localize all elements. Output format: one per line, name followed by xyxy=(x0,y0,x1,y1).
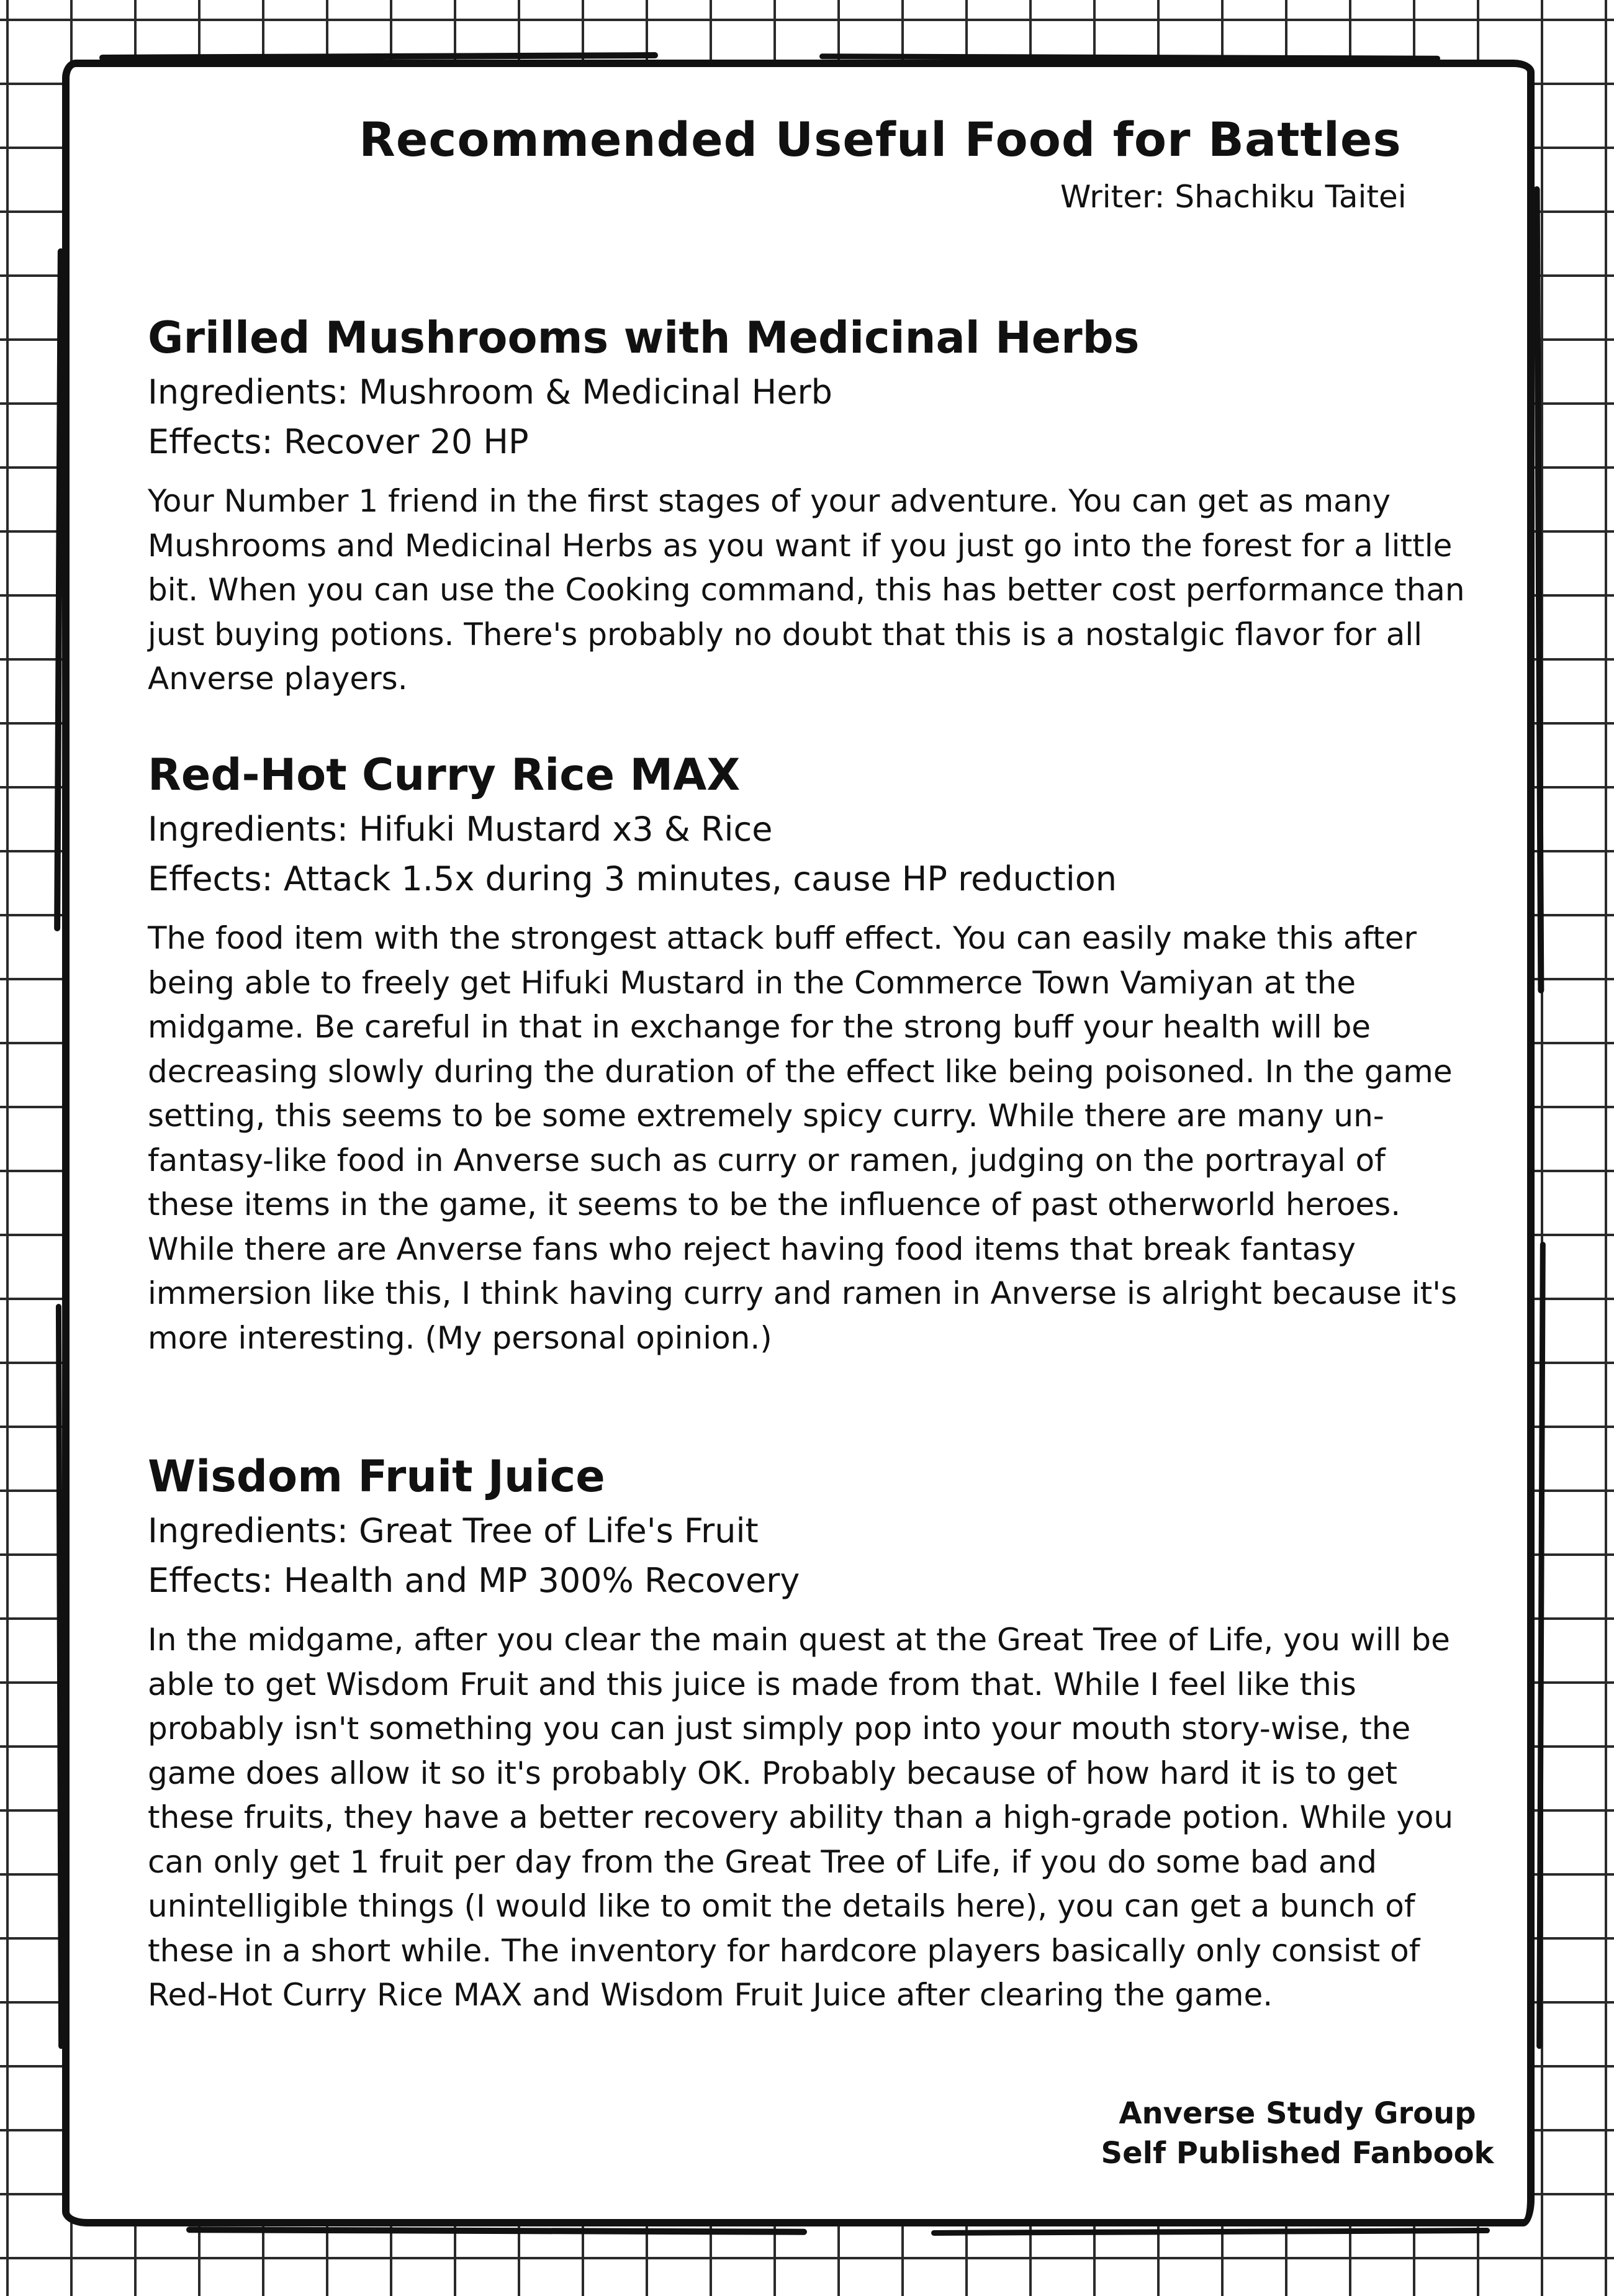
food-ingredients: Ingredients: Great Tree of Life's Fruit xyxy=(148,1511,759,1550)
food-effects: Effects: Attack 1.5x during 3 minutes, cause HP reduction xyxy=(148,859,1117,898)
food-effects: Effects: Recover 20 HP xyxy=(148,422,529,461)
food-name: Wisdom Fruit Juice xyxy=(148,1451,605,1502)
frame-stroke xyxy=(931,2228,1490,2236)
frame-stroke xyxy=(1536,1242,1546,2049)
footer-line-fanbook: Self Published Fanbook xyxy=(1101,2136,1494,2171)
food-description: Your Number 1 friend in the first stages of your adventure. You can get as many Mushrooms and Medicinal Herbs as you want if you just go into the forest for a little bit. When you can use the Cooking command, this has better cost performance than just buying potions. There's probably no doubt that this is a nostalgic flavor for all Anverse players. xyxy=(148,483,1465,697)
food-description: The food item with the strongest attack buff effect. You can easily make this after being able to freely get Hifuki Mustard in the Commerce Town Vamiyan at the midgame. Be careful in that in exchange for the strong buff your health will be decreasing slowly during the duration of the effect like being poisoned. In the game setting, this seems to be some extremely spicy curry. While there are many un-fantasy-like food in Anverse such as curry or ramen, judging on the portrayal of these items in the game, it seems to be the influence of past otherworld heroes. While there are Anverse fans who reject having food items that break fantasy immersion like this, I think having curry and ramen in Anverse is alright because it's more interesting. (My personal opinion.) xyxy=(148,920,1458,1356)
food-section-curry-rice xyxy=(148,745,1476,1360)
food-description: In the midgame, after you clear the main quest at the Great Tree of Life, you will be able to get Wisdom Fruit and this juice is made from that. While I feel like this probably isn't something you can just simply pop into your mouth story-wise, the game does allow it so it's probably OK. Probably because of how hard it is to get these fruits, they have a better recovery ability than a high-grade potion. While you can only get 1 fruit per day from the Great Tree of Life, if you do some bad and unintelligible things (I would like to omit the details here), you can get a bunch of these in a short while. The inventory for hardcore players basically only consist of Red-Hot Curry Rice MAX and Wisdom Fruit Juice after clearing the game. xyxy=(148,1622,1454,2013)
food-name: Red-Hot Curry Rice MAX xyxy=(148,749,741,800)
food-ingredients: Ingredients: Mushroom & Medicinal Herb xyxy=(148,373,832,412)
frame-stroke xyxy=(186,2226,807,2235)
document-title: Recommended Useful Food for Battles xyxy=(359,112,1402,167)
food-section-wisdom-fruit-juice xyxy=(148,1447,1476,2018)
publisher-footer xyxy=(1093,2094,1502,2173)
document-writer: Writer: Shachiku Taitei xyxy=(1060,179,1407,215)
food-section-grilled-mushrooms xyxy=(148,308,1476,702)
footer-line-group: Anverse Study Group xyxy=(1119,2096,1476,2131)
frame-stroke xyxy=(1534,186,1544,993)
food-effects: Effects: Health and MP 300% Recovery xyxy=(148,1561,800,1600)
food-ingredients: Ingredients: Hifuki Mustard x3 & Rice xyxy=(148,810,773,849)
food-name: Grilled Mushrooms with Medicinal Herbs xyxy=(148,312,1140,363)
